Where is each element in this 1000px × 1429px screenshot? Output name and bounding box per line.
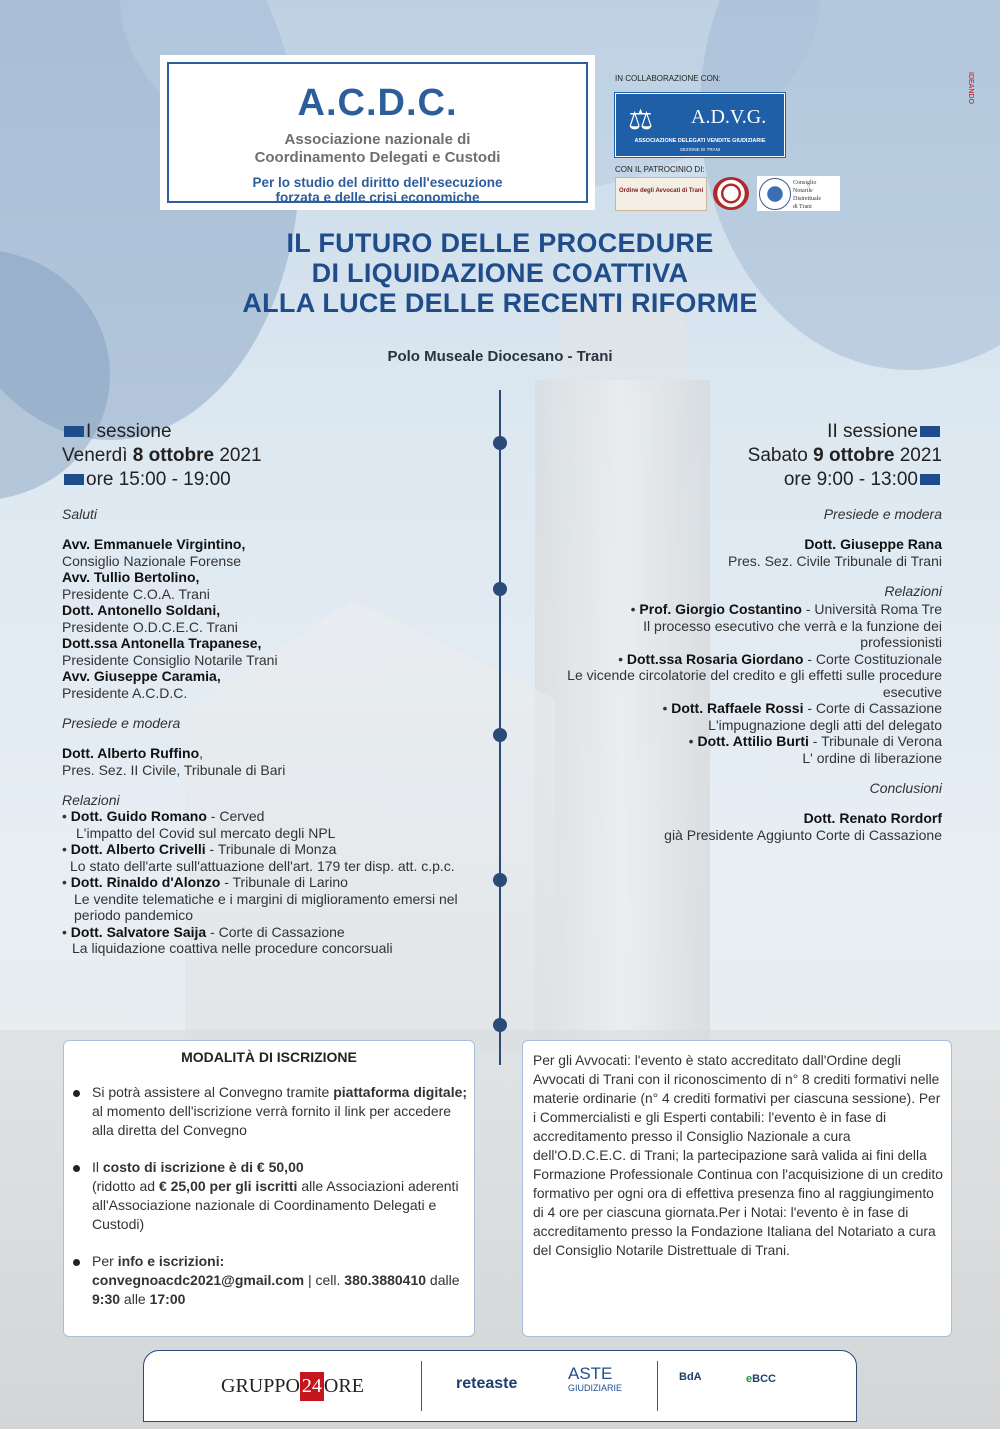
relazioni-list: • Prof. Giorgio Costantino - Università Roma Tre Il processo esecutivo che verrà e la funzione dei professionisti • Dott.ssa Rosaria Giordano - Corte Costituzionale Le vicende circolatorie del credito e gli effetti sulle procedure esecutive • Dott. Raffaele Rossi - Corte di Cassazione L'impugnazione degli atti del delegato • Dott. Attilio Burti - Tribunale di Verona L' ordine di liberazione (567, 601, 942, 766)
logo-title: A.C.D.C. (297, 82, 458, 124)
gruppo24ore-logo: GRUPPO 24 ORE (221, 1372, 364, 1401)
logo-tagline: Per lo studio del diritto dell'esecuzione forzata e delle crisi economiche (252, 175, 503, 205)
bda-logo: BdA (679, 1371, 702, 1383)
odcec-seal-icon (713, 177, 749, 210)
chair: Dott. Alberto Ruffino, Pres. Sez. II Civile, Tribunale di Bari (62, 745, 286, 778)
divider (657, 1361, 658, 1411)
venue: Polo Museale Diocesano - Trani (387, 348, 613, 365)
square-marker-icon (920, 474, 940, 485)
scales-icon: ⚖ (628, 104, 654, 135)
advg-logo: ⚖ A.D.V.G. ASSOCIAZIONE DELEGATI VENDITE GIUDIZIARIE SEZIONE DI TRANI (615, 93, 785, 157)
timeline-dot (493, 582, 507, 596)
timeline-dot (493, 873, 507, 887)
timeline-dot (493, 436, 507, 450)
registration-title: MODALITÀ DI ISCRIZIONE (181, 1049, 357, 1065)
chair: Dott. Giuseppe Rana Pres. Sez. Civile Tribunale di Trani (728, 536, 942, 569)
consiglio-notarile-logo: Consiglio Notarile Distrettuale di Trani (757, 176, 840, 211)
event-title: IL FUTURO DELLE PROCEDURE DI LIQUIDAZIONE COATTIVA ALLA LUCE DELLE RECENTI RIFORME (242, 228, 758, 318)
divider (421, 1361, 422, 1411)
credits-text: Per gli Avvocati: l'evento è stato accreditato dall'Ordine degli Avvocati di Trani con il riconoscimento di n° 8 crediti formativi nelle materie ordinarie (n° 4 crediti formativi per ciascuna sessione). Per i Commercialisti e gli Esperti contabili: l'evento è in fase di accreditamento presso il Consiglio Nazionale a cura dell'O.D.C.E.C. di Trani; la partecipazione sarà valida ai fini della Formazione Professionale Continua con l'acquisizione di un credito formativo per ogni ora di effettiva presenza fino al raggiungimento di 4 ore per ciascuna giornata.Per i Notai: l'evento è in fase di accreditamento presso la Fondazione Italiana del Notariato a cura del Consiglio Notarile Distrettuale di Trani. (533, 1053, 943, 1258)
conclusioni-label: Conclusioni (869, 780, 942, 796)
timeline-dot (493, 728, 507, 742)
conclusioni: Dott. Renato Rordorf già Presidente Aggiunto Corte di Cassazione (664, 810, 942, 843)
aste-giudiziarie-logo: ASTE GIUDIZIARIE (568, 1364, 623, 1393)
patronage-label: CON IL PATROCINIO DI: (615, 165, 705, 174)
session-1-header: I sessione Venerdì 8 ottobre 2021 ore 15:00 - 19:00 (62, 421, 262, 490)
square-marker-icon (920, 426, 940, 437)
bcc-logo: eBCC (746, 1373, 776, 1385)
chair-label: Presiede e modera (823, 506, 942, 522)
relazioni-label: Relazioni (884, 583, 942, 599)
square-marker-icon (64, 474, 84, 485)
session-2 (520, 420, 942, 843)
phone-link[interactable]: 380.3880410 (344, 1272, 427, 1288)
registration-item: Per info e iscrizioni: convegnoacdc2021@gmail.com | cell. 380.3880410 dalle 9:30 alle 17:00 (70, 1252, 474, 1309)
relazioni-label: Relazioni (62, 792, 120, 808)
timeline-dot (493, 1018, 507, 1032)
saluti-list: Avv. Emmanuele Virgintino, Consiglio Nazionale Forense Avv. Tullio Bertolino, Presidente C.O.A. Trani Dott. Antonello Soldani, Presidente O.D.C.E.C. Trani Dott.ssa Antonella Trapanese, Presidente Consiglio Notarile Trani Avv. Giuseppe Caramia, Presidente A.C.D.C. (62, 536, 278, 701)
email-link[interactable]: convegnoacdc2021@gmail.com (92, 1272, 305, 1288)
session-1 (62, 420, 482, 957)
registration-box (63, 1040, 475, 1337)
relazioni-list: • Dott. Guido Romano - Cerved L'impatto del Covid sul mercato degli NPL • Dott. Alberto Crivelli - Tribunale di Monza Lo stato dell'arte sull'attuazione dell'art. 179 ter disp. att. c.p.c. • Dott. Rinaldo d'Alonzo - Tribunale di Larino Le vendite telematiche e i margini di miglioramento emersi nel periodo pandemico • Dott. Salvatore Saija - Corte di Cassazione La liquidazione coattiva nelle procedure concorsuali (62, 808, 458, 956)
credits-box (522, 1040, 952, 1337)
logo-subtitle: Associazione nazionale di Coordinamento Delegati e Custodi (254, 131, 501, 166)
sponsors-footer (143, 1350, 857, 1422)
square-marker-icon (64, 426, 84, 437)
ordine-avvocati-logo: Ordine degli Avvocati di Trani (615, 177, 707, 211)
registration-item: Il costo di iscrizione è di € 50,00 (ridotto ad € 25,00 per gli iscritti alle Associazioni aderenti all'Associazione nazionale di Coordinamento Delegati e Custodi) (70, 1158, 474, 1234)
session-2-header: II sessione Sabato 9 ottobre 2021 ore 9:00 - 13:00 (747, 421, 942, 490)
chair-label: Presiede e modera (62, 715, 181, 731)
reteaste-logo: reteaste (456, 1375, 518, 1392)
designer-mark: IDEANDO (967, 72, 974, 104)
saluti-label: Saluti (62, 506, 98, 522)
registration-item: Si potrà assistere al Convegno tramite piattaforma digitale; al momento dell'iscrizione verrà fornito il link per accedere alla diretta del Convegno (70, 1083, 474, 1140)
acdc-logo (160, 55, 595, 210)
notarile-seal-icon (759, 178, 791, 210)
collab-label: IN COLLABORAZIONE CON: (615, 74, 721, 83)
